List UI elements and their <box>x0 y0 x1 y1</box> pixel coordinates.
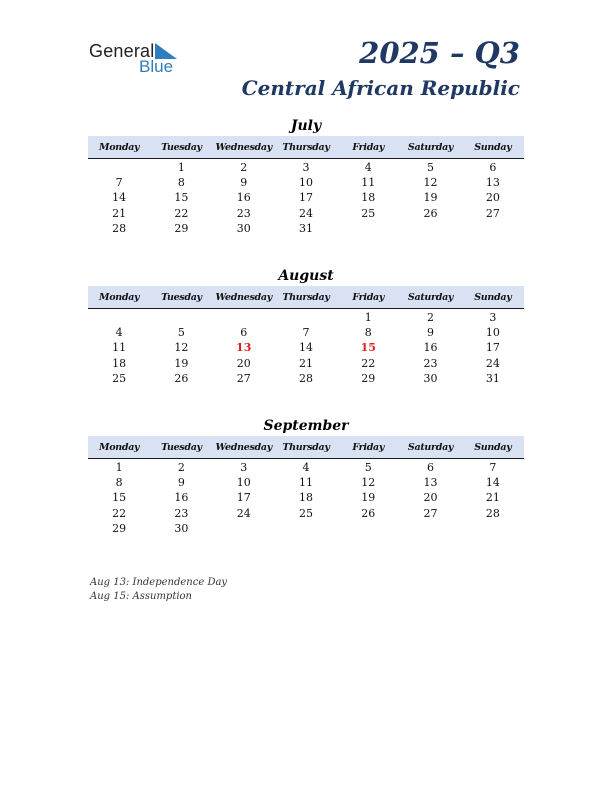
month-title: September <box>263 418 349 434</box>
month-title: August <box>278 268 334 284</box>
date-cell: 3 <box>240 461 248 474</box>
date-cell: 4 <box>364 161 372 174</box>
date-cell <box>399 521 461 536</box>
date-cell: 26 <box>174 371 189 385</box>
date-cell: 29 <box>361 371 376 385</box>
weekday-label: Friday <box>352 141 385 153</box>
date-cell: 13 <box>485 176 500 190</box>
date-cell: 28 <box>298 371 313 385</box>
month-september <box>88 416 524 536</box>
date-cell: 18 <box>298 491 313 505</box>
date-cell: 20 <box>236 356 251 370</box>
date-cell: 28 <box>485 506 500 520</box>
month-grid <box>88 309 524 386</box>
date-cell <box>337 221 399 236</box>
date-cell <box>399 221 461 236</box>
weekday-label: Thursday <box>282 291 330 303</box>
date-cell: 4 <box>302 461 310 474</box>
week-row <box>88 340 524 355</box>
date-cell: 25 <box>112 371 127 385</box>
week-row <box>88 506 524 521</box>
holiday-notes <box>90 576 227 604</box>
date-cell <box>275 310 337 325</box>
week-row <box>88 190 524 205</box>
month-grid <box>88 459 524 536</box>
weekday-label: Saturday <box>407 141 454 153</box>
weekday-header <box>88 136 524 159</box>
weekday-label: Thursday <box>282 441 330 453</box>
holiday-note: Aug 13: Independence Day <box>90 577 228 588</box>
date-cell <box>462 221 524 236</box>
weekday-label: Tuesday <box>161 441 202 453</box>
date-cell: 28 <box>112 221 127 235</box>
date-cell: 8 <box>115 476 123 490</box>
date-cell: 30 <box>236 221 251 235</box>
weekday-label: Saturday <box>407 291 454 303</box>
date-cell: 6 <box>240 326 248 340</box>
week-row <box>88 490 524 505</box>
weekday-label: Friday <box>352 441 385 453</box>
date-cell: 10 <box>236 476 251 490</box>
weekday-label: Sunday <box>474 291 512 303</box>
country-subtitle: Central African Republic <box>241 76 520 100</box>
date-cell: 3 <box>489 311 497 324</box>
logo-word-general: General <box>89 41 155 61</box>
weekday-label: Monday <box>99 141 140 153</box>
weekday-label: Friday <box>352 291 385 303</box>
date-cell: 26 <box>423 206 438 220</box>
week-row <box>88 371 524 386</box>
date-cell: 23 <box>423 356 438 370</box>
date-cell: 1 <box>364 311 372 324</box>
date-cell: 22 <box>112 506 127 520</box>
date-cell: 12 <box>361 476 376 490</box>
weekday-label: Tuesday <box>161 291 202 303</box>
date-cell: 19 <box>174 356 189 370</box>
date-cell <box>213 521 275 536</box>
date-cell: 7 <box>115 176 123 190</box>
date-cell: 30 <box>174 521 189 535</box>
date-cell: 22 <box>174 206 189 220</box>
date-cell: 19 <box>423 191 438 205</box>
date-cell: 25 <box>361 206 376 220</box>
weekday-label: Wednesday <box>215 441 272 453</box>
date-cell: 13 <box>423 476 438 490</box>
date-cell: 31 <box>298 221 313 235</box>
week-row <box>88 221 524 236</box>
date-cell: 1 <box>115 461 123 474</box>
page-title: 2025 – Q3 <box>359 36 520 70</box>
date-cell: 15 <box>174 191 189 205</box>
date-cell: 14 <box>298 341 313 355</box>
weekday-label: Tuesday <box>161 141 202 153</box>
weekday-label: Thursday <box>282 141 330 153</box>
date-cell: 22 <box>361 356 376 370</box>
week-row <box>88 310 524 325</box>
week-row <box>88 175 524 190</box>
weekday-label: Sunday <box>474 441 512 453</box>
date-cell: 4 <box>115 326 123 340</box>
date-cell: 29 <box>112 521 127 535</box>
week-row <box>88 475 524 490</box>
week-row <box>88 160 524 175</box>
date-cell: 18 <box>112 356 127 370</box>
weekday-header <box>88 436 524 459</box>
week-row <box>88 521 524 536</box>
date-cell: 11 <box>361 176 376 190</box>
date-cell: 24 <box>485 356 500 370</box>
date-cell: 12 <box>174 341 189 355</box>
week-row <box>88 460 524 475</box>
month-august <box>88 266 524 386</box>
month-grid <box>88 159 524 236</box>
date-cell <box>213 310 275 325</box>
holiday-note: Aug 15: Assumption <box>90 591 193 602</box>
date-cell: 31 <box>485 371 500 385</box>
date-cell: 27 <box>236 371 251 385</box>
date-cell: 11 <box>112 341 127 355</box>
date-cell: 21 <box>298 356 313 370</box>
date-cell <box>462 521 524 536</box>
date-cell: 14 <box>112 191 127 205</box>
date-cell: 17 <box>485 341 500 355</box>
date-cell: 8 <box>364 326 372 340</box>
week-row <box>88 206 524 221</box>
date-cell: 25 <box>298 506 313 520</box>
date-cell: 3 <box>302 161 310 174</box>
holiday-date-cell: 13 <box>236 341 252 355</box>
date-cell: 10 <box>485 326 500 340</box>
date-cell: 7 <box>489 461 497 474</box>
month-july <box>88 116 524 236</box>
date-cell: 5 <box>177 326 185 340</box>
date-cell: 12 <box>423 176 438 190</box>
date-cell: 23 <box>174 506 189 520</box>
date-cell: 6 <box>427 461 435 474</box>
date-cell: 5 <box>427 161 435 174</box>
logo-word-blue: Blue <box>139 57 174 76</box>
date-cell: 30 <box>423 371 438 385</box>
date-cell: 27 <box>485 206 500 220</box>
date-cell: 5 <box>364 461 372 474</box>
date-cell: 14 <box>485 476 500 490</box>
date-cell: 16 <box>423 341 438 355</box>
holiday-date-cell: 15 <box>360 341 376 355</box>
date-cell: 15 <box>112 491 127 505</box>
date-cell: 18 <box>361 191 376 205</box>
date-cell: 23 <box>236 206 251 220</box>
date-cell: 24 <box>236 506 251 520</box>
date-cell <box>337 521 399 536</box>
date-cell: 2 <box>427 311 435 324</box>
date-cell: 21 <box>112 206 127 220</box>
date-cell: 17 <box>236 491 251 505</box>
weekday-label: Saturday <box>407 441 454 453</box>
date-cell: 11 <box>298 476 313 490</box>
date-cell: 1 <box>177 161 185 174</box>
date-cell <box>150 310 212 325</box>
weekday-header <box>88 286 524 309</box>
weekday-label: Monday <box>99 441 140 453</box>
date-cell: 9 <box>240 176 248 190</box>
date-cell: 21 <box>485 491 500 505</box>
date-cell: 16 <box>174 491 189 505</box>
date-cell: 9 <box>177 476 185 490</box>
generalblue-logo <box>89 40 199 76</box>
weekday-label: Monday <box>99 291 140 303</box>
date-cell: 6 <box>489 161 497 174</box>
weekday-label: Wednesday <box>215 291 272 303</box>
date-cell <box>88 310 150 325</box>
date-cell: 16 <box>236 191 251 205</box>
date-cell: 10 <box>298 176 313 190</box>
weekday-label: Sunday <box>474 141 512 153</box>
date-cell: 7 <box>302 326 310 340</box>
week-row <box>88 325 524 340</box>
date-cell: 2 <box>177 461 185 474</box>
date-cell: 20 <box>485 191 500 205</box>
date-cell: 26 <box>361 506 376 520</box>
date-cell: 27 <box>423 506 438 520</box>
weekday-label: Wednesday <box>215 141 272 153</box>
month-title: July <box>290 118 322 134</box>
date-cell <box>275 521 337 536</box>
date-cell: 20 <box>423 491 438 505</box>
date-cell: 19 <box>361 491 376 505</box>
week-row <box>88 356 524 371</box>
date-cell: 8 <box>177 176 185 190</box>
date-cell: 24 <box>298 206 313 220</box>
date-cell: 9 <box>427 326 435 340</box>
date-cell: 17 <box>298 191 313 205</box>
date-cell <box>88 160 150 175</box>
date-cell: 29 <box>174 221 189 235</box>
date-cell: 2 <box>240 161 248 174</box>
